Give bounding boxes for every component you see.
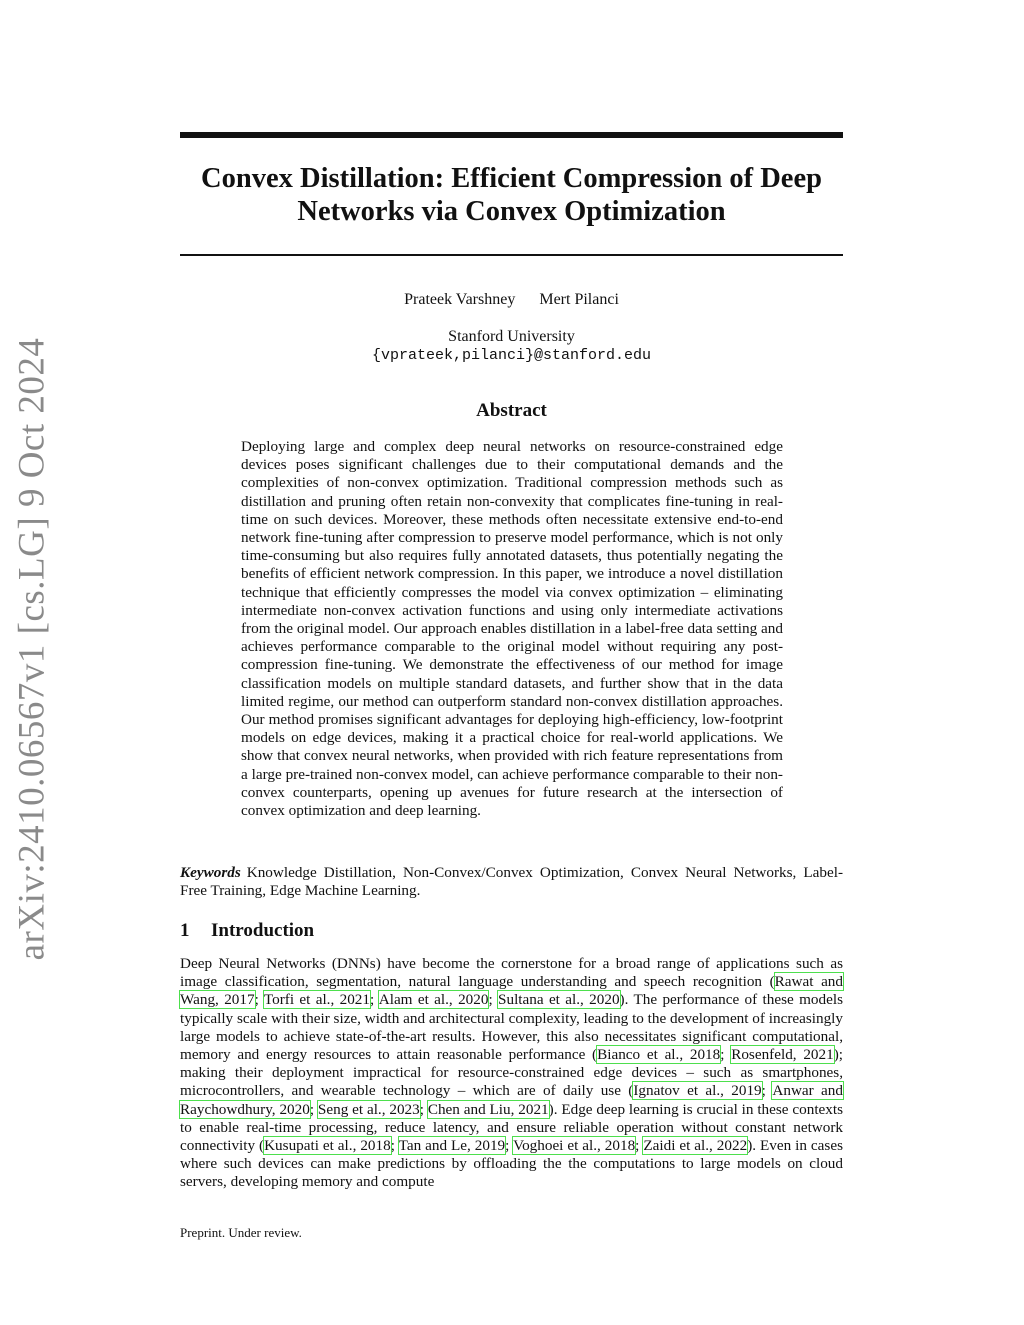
- author-name: Prateek Varshney: [404, 291, 516, 308]
- abstract-heading: Abstract: [476, 400, 547, 421]
- paper-title: Convex Distillation: Efficient Compression of Deep Networks via Convex Optimization: [201, 163, 822, 227]
- intro-text: ;: [488, 991, 499, 1009]
- intro-text: ;: [390, 1137, 399, 1155]
- intro-text: ). Even in cases where such devices can make predictions by offloading the the computations to large models on cloud servers, developing memory and compute: [180, 1137, 843, 1191]
- intro-text: ;: [761, 1082, 773, 1100]
- title-rule-bottom: [180, 254, 843, 256]
- citation-link[interactable]: Anwar and Raychowdhury, 2020: [180, 1082, 843, 1118]
- arxiv-id-text: arXiv:2410.06567v1 [cs.LG] 9 Oct 2024: [11, 337, 53, 961]
- intro-text: ;: [635, 1137, 644, 1155]
- section-number: 1: [180, 920, 190, 941]
- intro-text: ;: [309, 1100, 318, 1118]
- citation-link[interactable]: Seng et al., 2023: [317, 1100, 420, 1118]
- arxiv-identifier-stamp: [6, 0, 58, 1325]
- author-name: Mert Pilanci: [539, 291, 619, 308]
- keywords-paragraph: [180, 864, 843, 900]
- section-heading: [180, 920, 843, 942]
- introduction-paragraph: [180, 955, 843, 1192]
- section-title: Introduction: [211, 920, 315, 941]
- author-email: {vprateek,pilanci}@stanford.edu: [371, 347, 652, 364]
- keywords-text: Knowledge Distillation, Non-Convex/Convex Optimization, Convex Neural Networks, Label-Free Training, Edge Machine Learning.: [180, 864, 843, 900]
- intro-text: ;: [720, 1046, 732, 1064]
- citation-link[interactable]: Bianco et al., 2018: [597, 1046, 721, 1064]
- affiliation: Stanford University: [448, 328, 575, 345]
- intro-text: ). The performance of these models typically scale with their size, width and architectural complexity, leading to the development of increasingly large models to achieve state-of-the-art results. However, this also necessitates significant computational, memory and energy resources to attain reasonable performance (: [180, 991, 843, 1064]
- intro-text: ;: [419, 1100, 428, 1118]
- citation-link[interactable]: Rosenfeld, 2021: [731, 1046, 834, 1064]
- citation-link[interactable]: Tan and Le, 2019: [398, 1137, 506, 1155]
- keywords-label: Keywords: [180, 864, 241, 881]
- citation-link[interactable]: Sultana et al., 2020: [498, 991, 620, 1009]
- title-rule-top: [180, 132, 843, 138]
- citation-link[interactable]: Rawat and Wang, 2017: [180, 973, 843, 1009]
- footer-note: Preprint. Under review.: [180, 1225, 302, 1240]
- citation-link[interactable]: Torfi et al., 2021: [263, 991, 370, 1009]
- author-list: [180, 291, 843, 309]
- intro-text: ;: [370, 991, 379, 1009]
- intro-text: ;: [505, 1137, 514, 1155]
- citation-link[interactable]: Kusupati et al., 2018: [264, 1137, 391, 1155]
- affiliation-block: [180, 327, 843, 365]
- citation-link[interactable]: Zaidi et al., 2022: [643, 1137, 748, 1155]
- citation-link[interactable]: Ignatov et al., 2019: [633, 1082, 762, 1100]
- intro-text: ); making their deployment impractical for resource-constrained edge devices – such as smartphones, microcontrollers, and wearable technology – which are of daily use (: [180, 1046, 843, 1100]
- citation-link[interactable]: Alam et al., 2020: [378, 991, 489, 1009]
- citation-link[interactable]: Voghoei et al., 2018: [513, 1137, 636, 1155]
- intro-text: ;: [254, 991, 264, 1009]
- citation-link[interactable]: Chen and Liu, 2021: [427, 1100, 549, 1118]
- intro-text: Deep Neural Networks (DNNs) have become the cornerstone for a broad range of applications such as image classification, segmentation, natural language understanding and speech recognition (: [180, 955, 843, 991]
- intro-text: ). Edge deep learning is crucial in these contexts to enable real-time processing, reduce latency, and ensure reliable operation without constant network connectivity (: [180, 1100, 844, 1155]
- abstract-body: Deploying large and complex deep neural networks on resource-constrained edge devices poses significant challenges due to their computational demands and the complexities of non-convex optimization. Traditional compression methods such as distillation and pruning often retain non-convexity that complicates fine-tuning in real-time on such devices. Moreover, these methods often necessitate extensive end-to-end network fine-tuning after compression to preserve model performance, which is not only time-consuming but also requires fully annotated datasets, thus potentially negating the benefits of efficient network compression. In this paper, we introduce a novel distillation technique that efficiently compresses the model via convex optimization – eliminating intermediate non-convex activation functions and using only intermediate activations from the original model. Our approach enables distillation in a label-free data setting and achieves performance comparable to the original model without requiring any post-compression fine-tuning. We demonstrate the effectiveness of our method for image classification models on multiple standard datasets, and further show that in the data limited regime, our method can outperform standard non-convex distillation approaches. Our method promises significant advantages for deploying high-efficiency, low-footprint models on edge devices, making it a practical choice for real-world applications. We show that convex neural networks, when provided with rich feature representations from a large pre-trained non-convex model, can achieve performance comparable to their non-convex counterparts, opening up avenues for future research at the intersection of convex optimization and deep learning.: [241, 438, 783, 820]
